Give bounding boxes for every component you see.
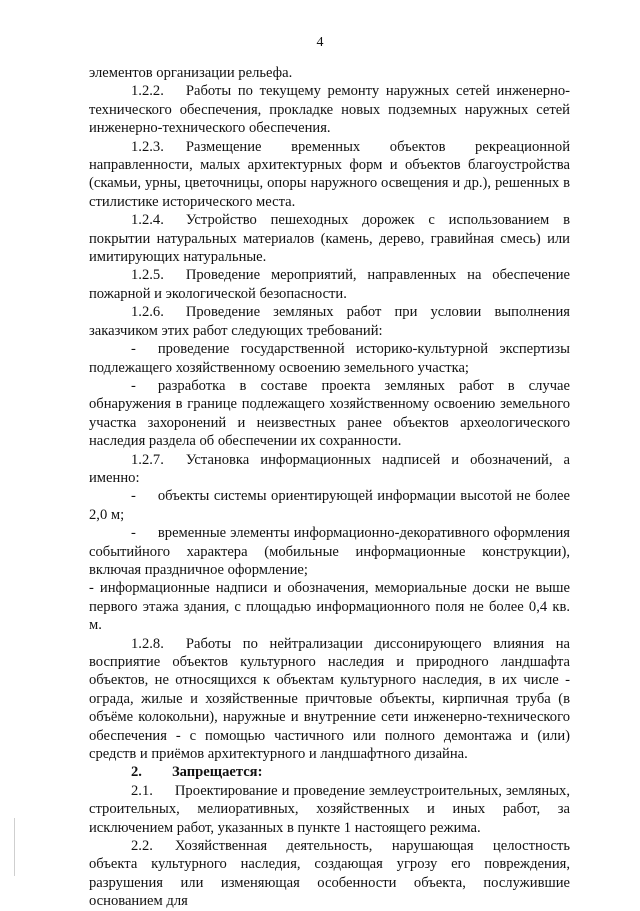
section-title: Запрещается: (171, 764, 263, 781)
clause-number: 1.2.3. (131, 138, 164, 155)
bullet-item (89, 524, 570, 579)
clause-text: Проведение земляных работ при условии выполнения заказчиком этих работ следующих требований: (89, 304, 570, 339)
clause-number: 1.2.8. (131, 635, 164, 652)
clause-number: 1.2.7. (131, 451, 164, 468)
clause-text: Устройство пешеходных дорожек с использованием в покрытии натуральных материалов (камень, дерево, гравийная смесь) или имитирующих натуральные. (89, 212, 570, 266)
bullet-text: объекты системы ориентирующей информации высотой не более 2,0 м; (89, 488, 570, 523)
paragraph-continuation (89, 64, 570, 82)
clause-number: 1.2.6. (131, 304, 164, 321)
bullet-item (89, 340, 570, 377)
bullet-dash: - (131, 341, 136, 358)
page-number: 4 (316, 35, 324, 50)
document-body (89, 64, 570, 911)
paragraph-text: элементов организации рельефа. (89, 65, 293, 81)
bullet-dash: - (131, 377, 136, 394)
clause-text: Работы по нейтрализации диссонирующего влияния на восприятие объектов культурного наследия и природного ландшафта объектов, не относящихся к объектам культурного наследия, в их числе - ограда, жилые и хозяйственные причтовые объекты, кирпичная труба (в объёме колокольни), наружные и внутренние сети инженерно-технического обеспечения - с помощью частичного или полного демонтажа и (или) средств и приёмов архитектурного и ландшафтного дизайна. (89, 635, 570, 763)
bullet-dash: - (131, 488, 136, 505)
clause-number: 1.2.4. (131, 212, 164, 229)
clause-text: Работы по текущему ремонту наружных сетей инженерно-технического обеспечения, прокладке новых подземных наружных сетей инженерно-технического обеспечения. (89, 83, 570, 137)
bullet-item-inline (89, 579, 570, 634)
bullet-dash: - (131, 525, 136, 542)
clause-2-1 (89, 782, 570, 837)
clause-1-2-7 (89, 451, 570, 488)
clause-number: 2.1. (131, 782, 153, 799)
clause-1-2-4 (89, 211, 570, 266)
section-heading-2 (89, 763, 570, 781)
bullet-text: проведение государственной историко-культурной экспертизы подлежащего хозяйственному освоению земельного участка; (89, 341, 570, 376)
clause-text: Установка информационных надписей и обозначений, а именно: (89, 451, 570, 486)
bullet-text: временные элементы информационно-декоративного оформления событийного характера (мобильные информационные конструкции), включая праздничное оформление; (89, 525, 570, 578)
clause-number: 1.2.2. (131, 83, 164, 100)
bullet-text: - информационные надписи и обозначения, мемориальные доски не выше первого этажа здания, с площадью информационного поля не более 0,4 кв. м. (89, 580, 570, 634)
scan-margin-line (14, 818, 15, 876)
clause-1-2-3 (89, 138, 570, 212)
clause-1-2-2 (89, 82, 570, 137)
clause-1-2-8 (89, 635, 570, 764)
clause-1-2-5 (89, 266, 570, 303)
clause-1-2-6 (89, 303, 570, 340)
clause-text: Хозяйственная деятельность, нарушающая целостность объекта культурного наследия, создающая угрозу его повреждения, разрушения или изменяющая особенности объекта, послужившие основанием для (89, 838, 570, 910)
bullet-item (89, 487, 570, 524)
bullet-item (89, 377, 570, 451)
clause-number: 2.2. (131, 838, 153, 855)
bullet-text: разработка в составе проекта земляных работ в случае обнаружения в границе подлежащего хозяйственному освоению земельного участка захоронений и неизвестных ранее объектов археологического наследия раздела об обеспечении их сохранности. (89, 377, 570, 450)
clause-text: Проектирование и проведение землеустроительных, земляных, строительных, мелиоративных, хозяйственных и иных работ, за исключением работ, указанных в пункте 1 настоящего режима. (89, 782, 570, 836)
clause-text: Размещение временных объектов рекреационной направленности, малых архитектурных форм и объектов благоустройства (скамьи, урны, цветочницы, опоры наружного освещения и др.), решенных в стилистике исторического места. (89, 138, 570, 210)
clause-text: Проведение мероприятий, направленных на обеспечение пожарной и экологической безопасности. (89, 267, 570, 302)
section-number: 2. (131, 764, 142, 781)
clause-number: 1.2.5. (131, 267, 164, 284)
